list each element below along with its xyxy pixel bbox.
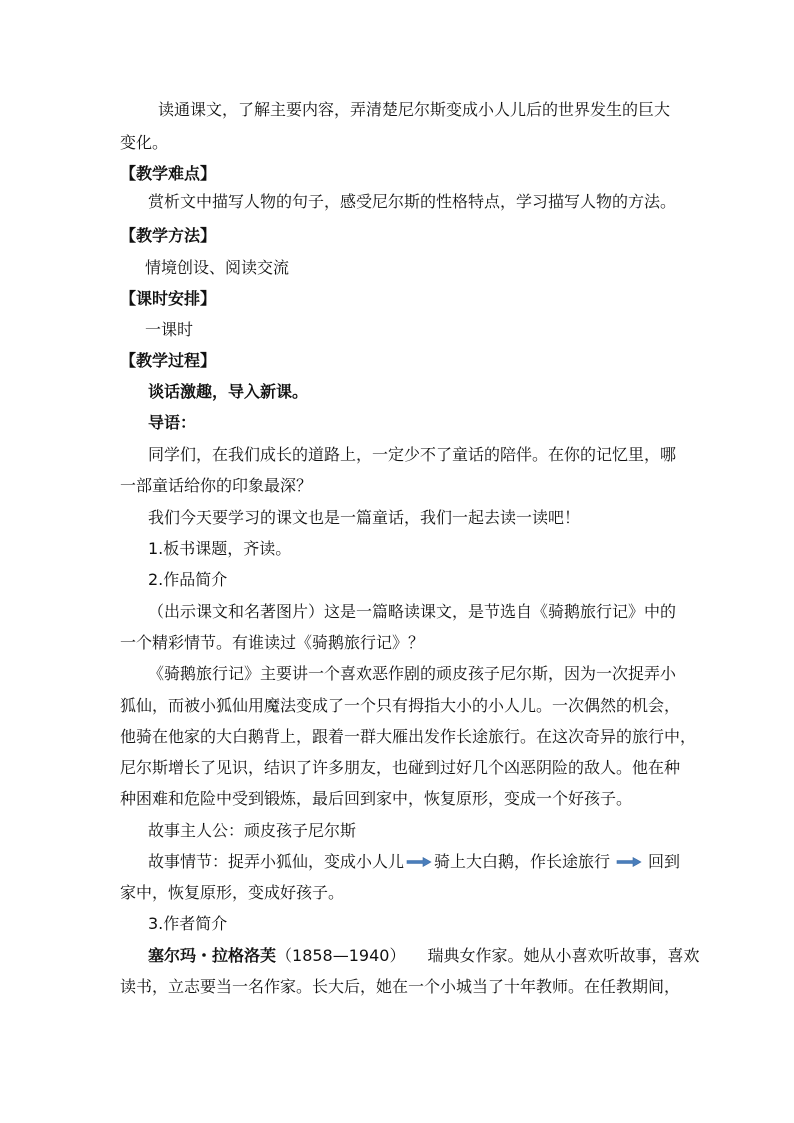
author-line-1-rest: 瑞典女作家。她从小喜欢听故事，喜欢 [427,946,700,965]
intro2-line-1: （出示课文和名著图片）这是一篇略读课文，是节选自《骑鹅旅行记》中的 [148,602,677,621]
story-line-4: 尼尔斯增长了见识，结识了许多朋友，也碰到过好几个凶恶阴险的敌人。他在种 [120,758,681,777]
author-line-2: 读书，立志要当一名作家。长大后，她在一个小城当了十年教师。在任教期间， [120,977,681,996]
step-1: 1.板书课题，齐读。 [148,539,292,558]
author-years: （1858—1940） [276,946,406,965]
plot-line-2: 家中，恢复原形，变成好孩子。 [120,883,345,902]
guide-paragraph-1-line-1: 同学们，在我们成长的道路上，一定少不了童话的陪伴。在你的记忆里，哪 [148,445,677,464]
step-3: 3.作者简介 [148,914,228,933]
protagonist: 故事主人公：顽皮孩子尼尔斯 [148,821,357,840]
guide-label: 导语： [148,413,197,432]
author-line-1 [148,945,699,967]
plot-part-a: 故事情节：捉弄小狐仙，变成小人儿 [148,852,405,871]
author-name: 塞尔玛・拉格洛芙 [148,946,277,965]
difficulty-text: 赏析文中描写人物的句子，感受尼尔斯的性格特点，学习描写人物的方法。 [148,192,677,211]
step-2: 2.作品简介 [148,570,228,589]
heading-process: 【教学过程】 [120,351,217,370]
heading-schedule: 【课时安排】 [120,289,217,308]
heading-difficulty: 【教学难点】 [120,164,217,183]
story-line-2: 狐仙，而被小狐仙用魔法变成了一个只有拇指大小的小人儿。一次偶然的机会， [120,696,681,715]
guide-paragraph-1-line-2: 一部童话给你的印象最深？ [120,476,313,495]
right-arrow-icon [406,852,432,874]
story-line-3: 他骑在他家的大白鹅背上，跟着一群大雁出发作长途旅行。在这次奇异的旅行中， [120,727,697,746]
story-line-1: 《骑鹅旅行记》主要讲一个喜欢恶作剧的顽皮孩子尼尔斯，因为一次捉弄小 [148,664,677,683]
intro2-line-2: 一个精彩情节。有谁读过《骑鹅旅行记》？ [120,633,425,652]
schedule-text: 一课时 [145,320,194,339]
plot-part-b: 骑上大白鹅，作长途旅行 [434,852,611,871]
plot-line-1 [148,851,680,874]
goal-line-2: 变化。 [120,133,169,152]
plot-part-c: 回到 [648,852,681,871]
heading-method: 【教学方法】 [120,226,217,245]
guide-paragraph-2: 我们今天要学习的课文也是一篇童话，我们一起去读一读吧！ [148,508,581,527]
story-line-5: 种困难和危险中受到锻炼，最后回到家中，恢复原形，变成一个好孩子。 [120,789,633,808]
intro-title: 谈话激趣，导入新课。 [148,382,309,401]
method-text: 情境创设、阅读交流 [145,258,290,277]
right-arrow-icon [616,852,642,874]
goal-line-1: 读通课文，了解主要内容，弄清楚尼尔斯变成小人儿后的世界发生的巨大 [158,100,671,119]
